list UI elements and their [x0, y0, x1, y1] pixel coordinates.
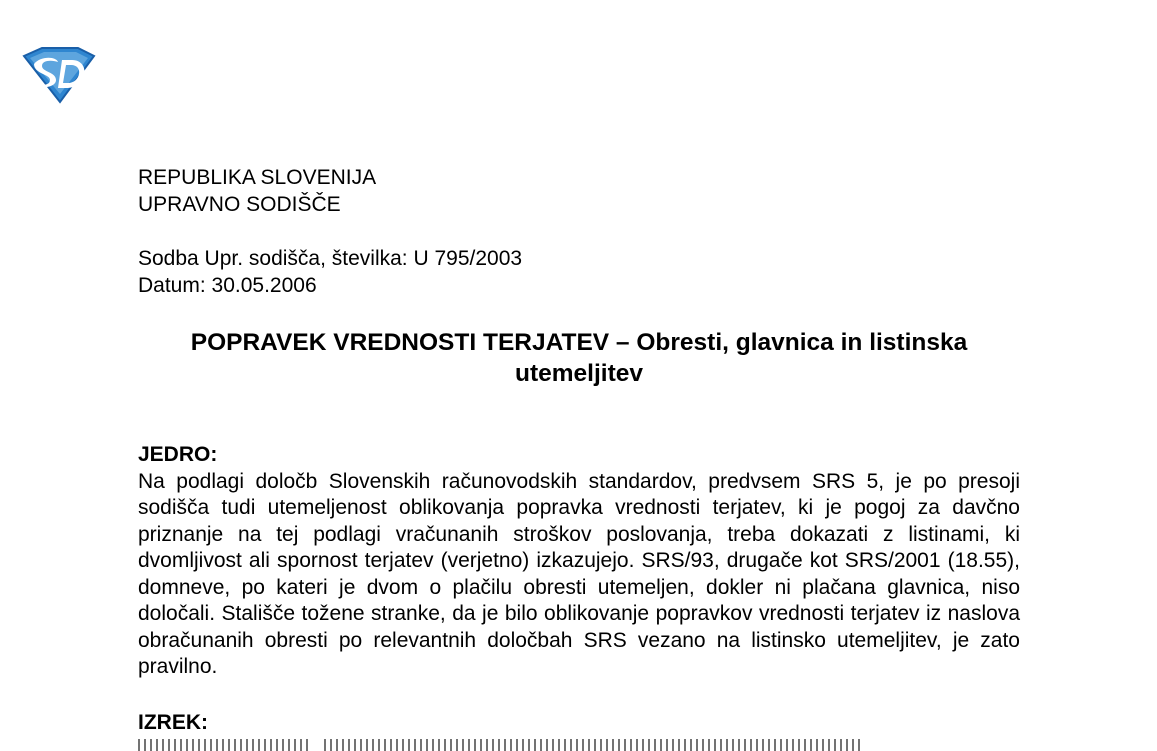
izrek-heading: IZREK:: [138, 711, 208, 734]
case-date: Datum: 30.05.2006: [138, 273, 317, 297]
jedro-heading: JEDRO:: [138, 443, 218, 466]
izrek-section: [138, 710, 1020, 751]
jedro-section: [138, 442, 1020, 681]
document-title: [138, 327, 1020, 389]
title-line-2: utemeljitev: [515, 360, 643, 387]
title-line-1: POPRAVEK VREDNOSTI TERJATEV – Obresti, glavnica in listinska: [190, 329, 968, 356]
jedro-text: Na podlagi določb Slovenskih računovodskih standardov, predvsem SRS 5, je po presoji sodišča tudi utemeljenost oblikovanja popravka vrednosti terjatev, ki je pogoj za davčno priznanje na tej podlagi vračunanih stroškov poslovanja, treba dokazati z listinami, ki dvomljivost ali spornost terjatev (verjetno) izkazujejo. SRS/93, drugače kot SRS/2001 (18.55), domneve, po kateri je dvom o plačilu obresti utemeljen, dokler ni plačana glavnica, niso določali. Stališče tožene stranke, da je bilo oblikovanje popravkov vrednosti terjatev iz naslova obračunanih obresti po relevantnih določbah SRS vezano na listinsko utemeljitev, je zato pravilno.: [138, 469, 1020, 678]
izrek-cutoff-text: [138, 737, 1020, 751]
court-logo: [22, 46, 96, 104]
court-name: UPRAVNO SODIŠČE: [138, 192, 341, 216]
case-metadata: [138, 246, 1020, 299]
sd-shield-icon: [22, 46, 96, 104]
republic-name: REPUBLIKA SLOVENIJA: [138, 166, 377, 189]
case-number: Sodba Upr. sodišča, številka: U 795/2003: [138, 247, 523, 270]
court-header: [138, 165, 1020, 218]
